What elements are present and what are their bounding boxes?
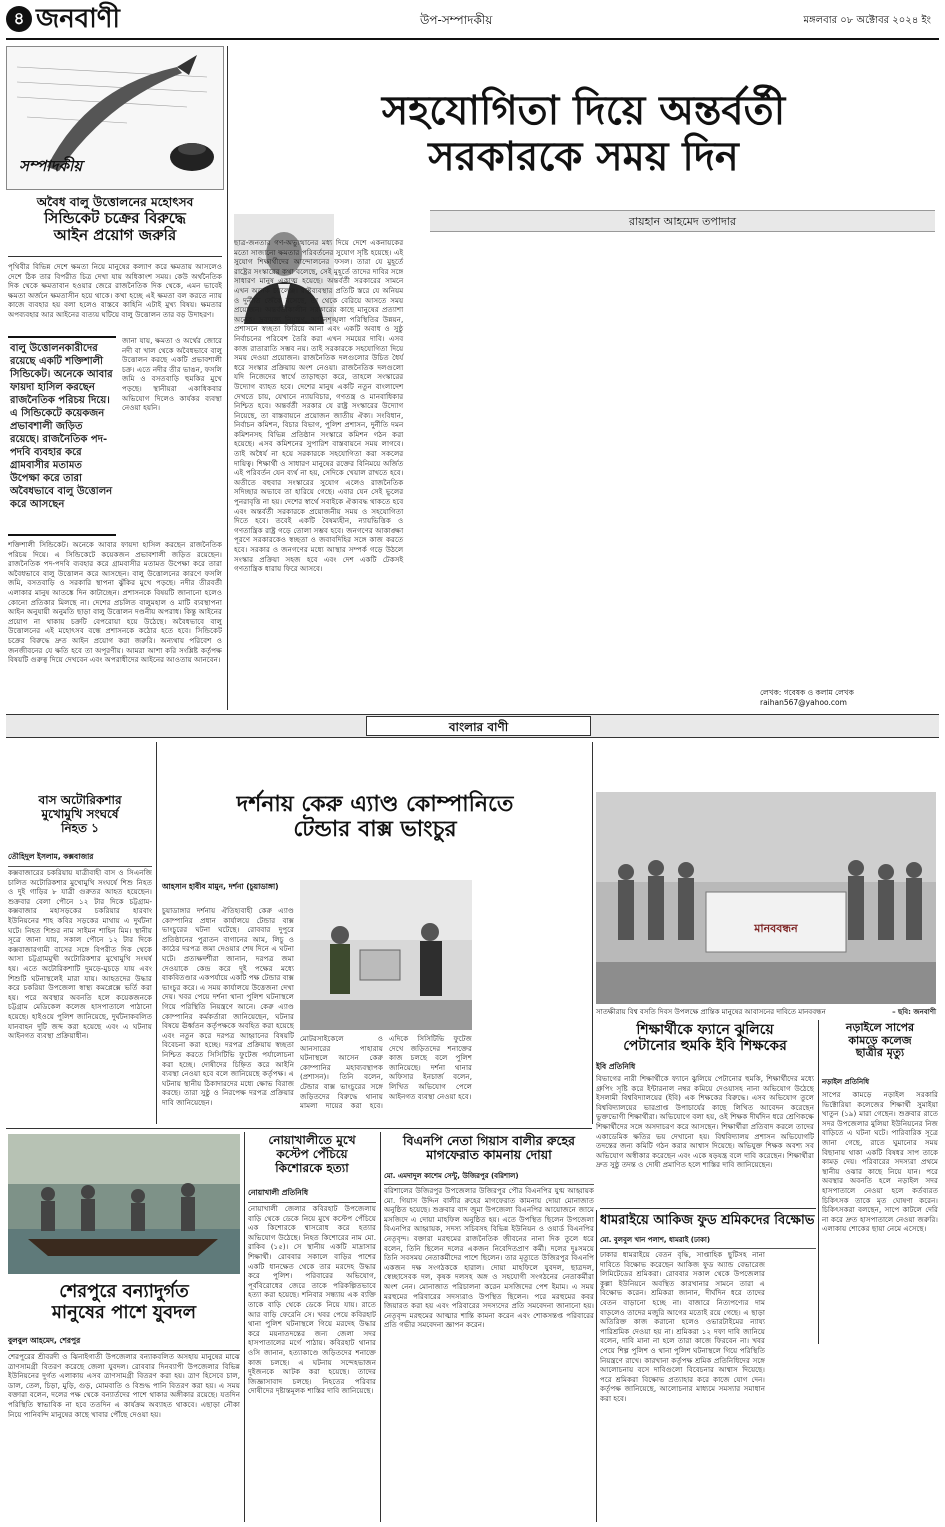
bnp-headline-line1: বিএনপি নেতা গিয়াস বালীর রুহের xyxy=(403,1133,575,1148)
editorial-illustration xyxy=(6,46,224,190)
logo-part-1: জন xyxy=(36,4,75,34)
noakhali-byline: নোয়াখালী প্রতিনিধি xyxy=(248,1188,376,1203)
lead-headline-line2: সরকারকে সময় দিন xyxy=(428,133,739,180)
author-name: রায়হান আহমেদ তপাদার xyxy=(628,215,737,228)
dhamrai-top-rule xyxy=(600,1208,816,1209)
editorial-body-intro: পৃথিবীর বিভিন্ন দেশে ক্ষমতা নিয়ে মানুষের কল্যাণ করে ক্ষমতায় আসলেও দেশে ঠিক তার বিপরীত চিত্র দেখা যায় অধিকাংশ সময়। কেউ অর্থনৈতিক দিক থেকে ক্ষমতাবান হওয়ার জেরে রাজনৈতিক দিক থেকে, এমন ভাবেই ক্ষমতা অর্জনে ক্ষমতাসীন হয়ে থাকে। কখা হচ্ছে এই ক্ষমতা বল করতে ন্যায় কাজে ব্যবহার হয় বলা হলেও বাস্তবে কাহিনি এটাই মুখ্য বিষয়। ক্ষমতার অপব্যবহার আর আইনের ব্যত্যয় ঘটিয়ে বালু উত্তোলন তার বড় উদাহরণ। xyxy=(8,262,222,319)
snake-headline xyxy=(822,1022,938,1060)
editorial-column-rule xyxy=(227,46,228,710)
rally-photo xyxy=(596,792,936,1004)
section-band-label: বাংলার বাণী xyxy=(366,716,591,736)
sherpur-headline-line1: শেরপুরে বন্যাদুর্গত xyxy=(59,1281,189,1302)
editorial-pull-quote xyxy=(8,336,116,536)
lead-headline xyxy=(232,88,935,180)
bus-headline-line1: বাস অটোরিকশার xyxy=(38,793,122,807)
bnp-column-rule xyxy=(596,1210,597,1522)
tender-headline-line1: দর্শনায় কেরু এ্যাণ্ড কোম্পানিতে xyxy=(236,791,514,817)
relief-boat-icon xyxy=(8,1134,240,1274)
tender-body-lower: মোটরসাইকেলে ও আনসারের পাহারায় ঘটনাস্থলে আসেন কেরু কোম্পানির মহাব্যবস্থাপক (প্রশাসন)। তিনি বলেন, টেন্ডার বাক্স ভাংচুরের সঙ্গে জড়িতদের বিরুদ্ধে থানায় মামলা দায়ের করা হবে। এদিকে সিসিটিভি ফুটেজ দেখে জড়িতদের শনাক্তের কাজ চলছে বলে পুলিশ জানিয়েছে। দর্শনা থানার অফিসার ইনচার্জ বলেন, লিখিত অভিযোগ পেলে আইনগত ব্যবস্থা নেওয়া হবে। xyxy=(300,1034,472,1111)
author-bar xyxy=(430,210,935,232)
editorial-title-line2: সিন্ডিকেট চক্রের বিরুদ্ধে xyxy=(44,208,186,227)
bnp-headline-line2: মাগফেরাত কামনায় দোয়া xyxy=(426,1147,552,1163)
editorial-title xyxy=(8,196,222,244)
author-email[interactable]: raihan567@yahoo.com xyxy=(760,698,847,707)
masthead xyxy=(0,0,945,40)
masthead-rule xyxy=(6,38,939,40)
noakhali-body: নোয়াখালী জেলার কবিরহাট উপজেলায় বাড়ি থেকে ডেকে নিয়ে মুখে কস্টেপ পেঁচিয়ে এক কিশোরকে শ্বাসরোধ করে হত্যার অভিযোগ উঠেছে। নিহত কিশোরের নাম মো. রাকিব (১৫)। সে স্থানীয় একটি মাদ্রাসার শিক্ষার্থী। রোববার সকালে বাড়ির পাশের একটি ধানক্ষেত থেকে তার মরদেহ উদ্ধার করে পুলিশ। পরিবারের অভিযোগ, পূর্ববিরোধের জেরে তাকে পরিকল্পিতভাবে হত্যা করা হয়েছে। শনিবার সন্ধ্যায় এক ব্যক্তি তাকে বাড়ি থেকে ডেকে নিয়ে যায়। রাতে আর বাড়ি ফেরেনি সে। খবর পেয়ে কবিরহাট থানা পুলিশ ঘটনাস্থলে গিয়ে মরদেহ উদ্ধার করে ময়নাতদন্তের জন্য জেলা সদর হাসপাতালের মর্গে পাঠায়। কবিরহাট থানার ওসি জানান, হত্যাকাণ্ডে জড়িতদের শনাক্তে কাজ চলছে। এ ঘটনায় সন্দেহভাজন দুইজনকে আটক করা হয়েছে। তাদের জিজ্ঞাসাবাদ চলছে। নিহতের পরিবার দোষীদের দৃষ্টান্তমূলক শাস্তির দাবি জানিয়েছে। xyxy=(248,1204,376,1396)
noakhali-column-rule xyxy=(380,1132,381,1522)
teacher-byline: ইবি প্রতিনিধি xyxy=(596,1062,636,1071)
sherpur-headline-line2: মানুষের পাশে যুবদল xyxy=(51,1301,197,1323)
bus-headline-line2: মুখোমুখি সংঘর্ষে xyxy=(41,806,119,821)
noakhali-headline-line2: কস্টেপ পেঁচিয়ে xyxy=(276,1146,348,1161)
sherpur-byline: বুলবুল আহমেদ, শেরপুর xyxy=(8,1336,240,1351)
editorial-label: সম্পাদকীয় xyxy=(19,157,83,175)
snake-headline-line1: নড়াইলে সাপের xyxy=(845,1021,915,1034)
rally-crowd-icon xyxy=(596,792,936,1004)
noakhali-headline-line3: কিশোরকে হত্যা xyxy=(275,1160,349,1175)
editorial-body-main: শক্তিশালী সিন্ডিকেট। অনেকে আবার ফায়দা হাসিল করছেন রাজনৈতিক পরিচয় দিয়ে। এ সিন্ডিকেটে কয়েকজন প্রভাবশালী জড়িত রয়েছেন। রাজনৈতিক পদ-পদবি ব্যবহার করে গ্রামবাসীর মতামত উপেক্ষা করে তারা অবৈধভাবে বালু উত্তোলন করে আসছেন। বালু উত্তোলনের কারণে ফসলি জমি, বসতবাড়ি ও সরকারি স্থাপনা ঝুঁকির মুখে পড়ছে। নদীর তীরবর্তী এলাকার মানুষ আতঙ্কে দিন কাটাচ্ছেন। প্রশাসনকে বিষয়টি জানানো হলেও কোনো প্রতিকার মিলছে না। দেশের প্রচলিত বালুমহাল ও মাটি ব্যবস্থাপনা আইন অনুযায়ী অনুমতি ছাড়া বালু উত্তোলন দণ্ডনীয় অপরাধ। কিন্তু আইনের প্রয়োগ না থাকায় চক্রটি বেপরোয়া হয়ে উঠেছে। অবৈধভাবে বালু উত্তোলনের এই মহোৎসব বন্ধে প্রশাসনকে কঠোর হতে হবে। সিন্ডিকেট চক্রের বিরুদ্ধে দ্রুত আইন প্রয়োগ করা জরুরি। অন্যথায় পরিবেশ ও জনজীবনের যে ক্ষতি হবে তা অপূরণীয়। আমরা আশা করি সংশ্লিষ্ট কর্তৃপক্ষ বিষয়টি গুরুত্ব দিয়ে দেখবেন এবং অপরাধীদের আইনের আওতায় আনবেন। xyxy=(8,540,222,665)
pull-quote-text: বালু উত্তোলনকারীদের রয়েছে একটি শক্তিশালী সিন্ডিকেট। অনেকে আবার ফায়দা হাসিল করছেন রাজনৈতিক পরিচয় দিয়ে। এ সিন্ডিকেটে কয়েকজন প্রভাবশালী জড়িত রয়েছে। রাজনৈতিক পদ-পদবি ব্যবহার করে গ্রামবাসীর মতামত উপেক্ষা করে তারা অবৈধভাবে বালু উত্তোলন করে আসছেন xyxy=(10,343,113,510)
sherpur-headline xyxy=(8,1282,240,1323)
page-number-badge: ৪ xyxy=(6,6,32,32)
noakhali-headline xyxy=(248,1134,376,1175)
author-footer: লেখক: গবেষক ও কলাম লেখক xyxy=(760,688,854,697)
rally-caption-text: সাতক্ষীরায় বিশ্ব বসতি দিবস উপলক্ষে প্রান্তিক মানুষের আবাসনের দাবিতে মানববন্ধন xyxy=(596,1008,826,1016)
bus-body: কক্সবাজারের চকরিয়ায় যাত্রীবাহী বাস ও সিএনজি চালিত অটোরিকশার মুখোমুখি সংঘর্ষে শিশু নিহত ও দুই গাড়ির ৮ যাত্রী গুরুতর আহত হয়েছেন। শুক্রবার বেলা পৌনে ১২ টার দিকে চট্টগ্রাম-কক্সবাজার মহাসড়কের চকরিয়ার হারবাং ইউনিয়নের শাহ কবির সড়কের মাথায় এ দুর্ঘটনা ঘটে। নিহত শিশুর নাম সাইমন শাহিন মিম। স্থানীয় সূত্রে জানা যায়, সকাল পৌনে ১২ টার দিকে কক্সবাজারগামী বাসের সঙ্গে বিপরীত দিক থেকে আসা চট্টগ্রামমুখী অটোরিকশার মুখোমুখি সংঘর্ষ হয়। এতে অটোরিকশাটি দুমড়ে-মুচড়ে যায় এবং শিশুটি ঘটনাস্থলেই মারা যায়। আহতদের উদ্ধার করে চকরিয়া উপজেলা স্বাস্থ্য কমপ্লেক্সে ভর্তি করা হয়। পরে অবস্থার অবনতি হলে কয়েকজনকে চট্টগ্রাম মেডিকেল কলেজ হাসপাতালে পাঠানো হয়েছে। হাইওয়ে পুলিশ জানিয়েছে, দুর্ঘটনাকবলিত যানবাহন দুটি জব্দ করা হয়েছে এবং এ ঘটনায় আইনগত ব্যবস্থা প্রক্রিয়াধীন। xyxy=(8,868,152,1041)
editorial-title-line1: অবৈধ বালু উত্তোলনের মহোৎসব xyxy=(36,195,194,209)
noakhali-headline-line1: নোয়াখালীতে মুখে xyxy=(268,1133,356,1147)
lower-section-rule xyxy=(6,1128,592,1129)
sherpur-photo xyxy=(8,1134,240,1274)
rally-caption xyxy=(596,1006,936,1018)
tender-box-scene-icon xyxy=(300,880,472,1030)
dhamrai-headline: ধামরাইয়ে আকিজ ফুড শ্রমিকদের বিক্ষোভ xyxy=(600,1213,815,1228)
snake-headline-line3: ছাত্রীর মৃত্যু xyxy=(855,1046,905,1060)
tender-column-rule xyxy=(592,742,593,1124)
bus-column-rule xyxy=(156,742,157,1124)
tender-photo xyxy=(300,880,472,1030)
dhamrai-byline: মো. বুলবুল খান পলাশ, ধামরাই (ঢাকা) xyxy=(600,1234,816,1249)
bnp-body: বরিশালের উজিরপুর উপজেলার উজিরপুর পৌর বিএনপির যুগ্ম আহ্বায়ক মো. গিয়াস উদ্দিন বালীর রুহের মাগফেরাত কামনায় দোয়া মোনাজাত অনুষ্ঠিত হয়েছে। শুক্রবার বাদ জুমা উপজেলা বিএনপির আয়োজনে জামে মসজিদে এ দোয়া মাহফিল অনুষ্ঠিত হয়। এতে উপস্থিত ছিলেন উপজেলা বিএনপির আহ্বায়ক, সদস্য সচিবসহ বিভিন্ন ইউনিয়ন ও ওয়ার্ড বিএনপির নেতৃবৃন্দ। বক্তারা মরহুমের রাজনৈতিক জীবনের নানা দিক তুলে ধরে বলেন, তিনি ছিলেন দলের একজন নিবেদিতপ্রাণ কর্মী। দলের দুঃসময়ে তিনি সবসময় নেতাকর্মীদের পাশে ছিলেন। তার মৃত্যুতে উজিরপুর বিএনপি একজন দক্ষ সংগঠককে হারাল। দোয়া মাহফিলে যুবদল, ছাত্রদল, স্বেচ্ছাসেবক দল, কৃষক দলসহ অঙ্গ ও সহযোগী সংগঠনের নেতাকর্মীরা অংশ নেন। মোনাজাত পরিচালনা করেন মসজিদের পেশ ইমাম। এ সময় মরহুমের পরিবারের সদস্যরাও উপস্থিত ছিলেন। পরে মরহুমের কবর জিয়ারত করা হয় এবং পরিবারের সদস্যদের প্রতি সমবেদনা জানানো হয়। নেতৃবৃন্দ মরহুমের আত্মার শান্তি কামনা করেন এবং শোকসন্তপ্ত পরিবারের প্রতি গভীর সমবেদনা জ্ঞাপন করেন। xyxy=(384,1186,594,1330)
editorial-body-side: জানা যায়, ক্ষমতা ও অর্থের জোরে নদী বা খাল থেকে অবৈধভাবে বালু উত্তোলন করছে একটি প্রভাবশালী চক্র। এতে নদীর তীর ভাঙন, ফসলি জমি ও বসতবাড়ি হুমকির মুখে পড়ছে। স্থানীয়রা একাধিকবার অভিযোগ দিলেও কার্যকর ব্যবস্থা নেওয়া হয়নি। xyxy=(122,336,222,413)
lead-article-footer xyxy=(760,688,936,708)
logo-part-2: বাণী xyxy=(74,4,120,34)
tender-headline xyxy=(162,792,588,843)
teacher-headline-line2: পেটানোর হুমকি ইবি শিক্ষকের xyxy=(623,1038,787,1055)
snake-headline-line2: কামড়ে কলেজ xyxy=(848,1033,912,1047)
teacher-headline xyxy=(596,1022,814,1054)
tender-byline: আহসান হাবীব মামুন, দর্শনা (চুয়াডাঙ্গা) xyxy=(162,882,279,891)
bnp-headline xyxy=(384,1134,594,1163)
rally-caption-credit: – ছবি: জনবাণী xyxy=(892,1008,936,1016)
teacher-headline-line1: শিক্ষার্থীকে ফ্যানে ঝুলিয়ে xyxy=(636,1022,774,1038)
teacher-body: বিভাগের নারী শিক্ষার্থীকে ফ্যানে ঝুলিয়ে পেটানোর হুমকি, শিক্ষার্থীদের মধ্যে গ্রুপিং সৃষ্টি করে ইন্টারনাল নম্বর কমিয়ে দেওয়াসহ নানা অভিযোগ উঠেছে ইসলামী বিশ্ববিদ্যালয়ের (ইবি) এক শিক্ষকের বিরুদ্ধে। এসব অভিযোগ তুলে বিশ্ববিদ্যালয়ের ভারপ্রাপ্ত উপাচার্যের কাছে লিখিত আবেদন করেছেন ভুক্তভোগী শিক্ষার্থীরা। অভিযোগে বলা হয়, ওই শিক্ষক দীর্ঘদিন ধরে শ্রেণিকক্ষে শিক্ষার্থীদের সঙ্গে অসদাচরণ করে আসছেন। শিক্ষার্থীরা প্রতিবাদ করলে তাদের একাডেমিক ক্ষতির ভয় দেখানো হয়। বিশ্ববিদ্যালয় প্রশাসন অভিযোগটি তদন্তের জন্য কমিটি গঠন করার আশ্বাস দিয়েছে। অভিযুক্ত শিক্ষক অবশ্য সব অভিযোগ অস্বীকার করেছেন এবং একে ষড়যন্ত্র বলে দাবি করেছেন। শিক্ষার্থীরা দ্রুত সুষ্ঠু তদন্ত ও দোষী প্রমাণিত হলে শাস্তির দাবি জানিয়েছেন। xyxy=(596,1074,814,1170)
bus-headline-line3: নিহত ১ xyxy=(61,820,99,835)
bus-byline: তৌহিদুল ইসলাম, কক্সবাজার xyxy=(8,852,152,867)
snake-body: সাপের কামড়ে নড়াইল সরকারি ভিক্টোরিয়া কলেজের শিক্ষার্থী সুমাইয়া খাতুন (১৯) মারা গেছেন। শুক্রবার রাতে সদর উপজেলার মুলিয়া ইউনিয়নের নিজ বাড়িতে এ ঘটনা ঘটে। পারিবারিক সূত্রে জানা গেছে, রাতে ঘুমানোর সময় বিছানায় থাকা একটি বিষধর সাপ তাকে কামড় দেয়। পরিবারের সদস্যরা প্রথমে স্থানীয় ওঝার কাছে নিয়ে যান। পরে অবস্থার অবনতি হলে নড়াইল সদর হাসপাতালে নেওয়া হলে কর্তব্যরত চিকিৎসক তাকে মৃত ঘোষণা করেন। চিকিৎসকরা বলছেন, সাপে কাটলে দেরি না করে দ্রুত হাসপাতালে নেওয়া জরুরি। এলাকায় শোকের ছায়া নেমে এসেছে। xyxy=(822,1090,938,1234)
lead-headline-line1: সহযোগিতা দিয়ে অন্তর্বর্তী xyxy=(381,87,786,134)
bnp-byline: মো. এমদাদুল কাশেম সেন্টু, উজিরপুর (বরিশাল) xyxy=(384,1170,594,1185)
dhamrai-body: ঢাকার ধামরাইয়ে বেতন বৃদ্ধি, সাপ্তাহিক ছুটিসহ নানা দাবিতে বিক্ষোভ করেছেন আকিজ ফুড অ্যান্ড বেভারেজ লিমিটেডের শ্রমিকরা। রোববার সকাল থেকে উপজেলার কুল্লা ইউনিয়নে অবস্থিত কারখানার সামনে তারা এ বিক্ষোভ করেন। শ্রমিকরা জানান, দীর্ঘদিন ধরে তাদের বেতন বাড়ানো হচ্ছে না। বাজারে নিত্যপণ্যের দাম বাড়লেও তাদের মজুরি আগের মতোই রয়ে গেছে। এ ছাড়া অতিরিক্ত কাজ করানো হলেও ওভারটাইমের ন্যায্য পারিশ্রমিক দেওয়া হয় না। শ্রমিকরা ১২ দফা দাবি জানিয়ে বলেন, দাবি মানা না হলে তারা কাজে ফিরবেন না। খবর পেয়ে শিল্প পুলিশ ও থানা পুলিশ ঘটনাস্থলে গিয়ে পরিস্থিতি নিয়ন্ত্রণে রাখে। কারখানা কর্তৃপক্ষ শ্রমিক প্রতিনিধিদের সঙ্গে আলোচনায় বসে দাবিগুলো বিবেচনার আশ্বাস দিয়েছে। পরে শ্রমিকরা বিক্ষোভ প্রত্যাহার করে কাজে যোগ দেন। কর্তৃপক্ষ জানিয়েছে, আলোচনার মাধ্যমে সমস্যার সমাধান করা হবে। xyxy=(600,1250,765,1403)
sherpur-body: শেরপুরের শ্রীবরদী ও ঝিনাইগাতী উপজেলার বন্যাকবলিত অসহায় মানুষের মাঝে ত্রাণসামগ্রী বিতরণ করেছে জেলা যুবদল। রোববার দিনব্যাপী উপজেলার বিভিন্ন ইউনিয়নের দুর্গত এলাকায় এসব ত্রাণসামগ্রী বিতরণ করা হয়। ত্রাণ হিসেবে চাল, ডাল, তেল, চিড়া, মুড়ি, গুড়, মোমবাতি ও বিশুদ্ধ পানি বিতরণ করা হয়। এ সময় বক্তারা বলেন, দলের পক্ষ থেকে বন্যার্তদের পাশে থাকার অঙ্গীকার রয়েছে। যতদিন পরিস্থিতি স্বাভাবিক না হবে ততদিন এ কার্যক্রম অব্যাহত থাকবে। এছাড়া নৌকা নিয়ে পানিবন্দি মানুষের কাছে খাবার পৌঁছে দেওয়া হয়। xyxy=(8,1352,240,1419)
logo xyxy=(36,4,120,34)
editorial-title-rule xyxy=(8,256,222,257)
rally-banner-text: মানববন্ধন xyxy=(754,922,798,935)
snake-byline: নড়াইল প্রতিনিধি xyxy=(822,1078,870,1086)
editorial-title-line3: আইন প্রয়োগ জরুরি xyxy=(53,226,177,245)
tender-body: চুয়াডাঙ্গার দর্শনায় ঐতিহ্যবাহী কেরু এ্যাণ্ড কোম্পানির প্রধান কার্যালয়ে টেন্ডার বাক্স ভাংচুরের ঘটনা ঘটেছে। রোববার দুপুরে প্রতিষ্ঠানের পুরাতন বাগানের আম, লিচু ও কাঠের দরপত্র জমা দেওয়ার শেষ দিনে এ ঘটনা ঘটে। প্রত্যক্ষদর্শীরা জানান, দরপত্র জমা দেওয়াকে কেন্দ্র করে দুই পক্ষের মধ্যে বাকবিতণ্ডার একপর্যায়ে একটি পক্ষ টেন্ডার বাক্স ভাংচুর করে। এ সময় কার্যালয়ে উত্তেজনা দেখা দেয়। খবর পেয়ে দর্শনা থানা পুলিশ ঘটনাস্থলে গিয়ে পরিস্থিতি নিয়ন্ত্রণে আনে। কেরু এ্যাণ্ড কোম্পানির কর্মকর্তারা জানিয়েছেন, ঘটনার বিষয়ে ঊর্ধ্বতন কর্তৃপক্ষকে অবহিত করা হয়েছে এবং নতুন করে দরপত্র আহ্বানের বিষয়টি বিবেচনা করা হচ্ছে। দরপত্র প্রক্রিয়ায় স্বচ্ছতা নিশ্চিত করতে সিসিটিভি ফুটেজ পর্যালোচনা করা হচ্ছে। দোষীদের চিহ্নিত করে আইনি ব্যবস্থা নেওয়া হবে বলে জানিয়েছে কর্তৃপক্ষ। এ ঘটনায় স্থানীয় ঠিকাদারদের মধ্যে ক্ষোভ বিরাজ করছে। তারা সুষ্ঠু ও নিরপেক্ষ দরপত্র প্রক্রিয়ার দাবি জানিয়েছেন। xyxy=(162,906,294,1107)
issue-date: মঙ্গলবার ০৮ অক্টোবর ২০২৪ ইং xyxy=(803,15,931,26)
tender-headline-line2: টেন্ডার বাক্স ভাংচুর xyxy=(293,816,457,843)
lead-article-body: ছাত্র-জনতার গণ-অভ্যুত্থানের মধ্য দিয়ে দেশে একনায়কের মতো সাজানো ক্ষমতার পরিবর্তনের সুযোগ সৃষ্টি হয়েছে। এই সুযোগ শিক্ষার্থীদের আন্দোলনের ফসল। তারা যে মুহূর্তে রাষ্ট্রের সংস্কারের কথা বলেছে, সেই মুহূর্তে তাদের দাবির সঙ্গে সাধারণ মানুষ একাত্ম হয়েছে। অন্তর্বর্তী সরকারের সামনে এখন অনেক চ্যালেঞ্জ। রাষ্ট্রব্যবস্থার প্রতিটি স্তরে যে অনিয়ম ও দুর্নীতি জেঁকে বসেছে, তা থেকে বেরিয়ে আসতে সময় প্রয়োজন। অন্তর্বর্তীকালীন সরকারের কাছে মানুষের প্রত্যাশা অনেক। দ্রব্যমূল্য নিয়ন্ত্রণ, আইনশৃঙ্খলা পরিস্থিতির উন্নয়ন, প্রশাসনে স্বচ্ছতা ফিরিয়ে আনা এবং একটি অবাধ ও সুষ্ঠু নির্বাচনের পরিবেশ তৈরি করা এখন সময়ের দাবি। এসব কাজ রাতারাতি সম্ভব নয়। তাই সরকারকে সহযোগিতা দিয়ে সময় দেওয়া প্রয়োজন। রাজনৈতিক দলগুলোর উচিত ধৈর্য ধরে সংস্কার প্রক্রিয়ায় অংশ নেওয়া। রাজনৈতিক দলগুলো যদি নিজেদের স্বার্থে তাড়াহুড়া করে, তাহলে সংস্কারের উদ্যোগ ব্যাহত হবে। দেশের মানুষ একটি নতুন বাংলাদেশ দেখতে চায়, যেখানে ন্যায়বিচার, গণতন্ত্র ও মানবাধিকার নিশ্চিত হবে। অন্তর্বর্তী সরকার যে রাষ্ট্র সংস্কারের উদ্যোগ নিয়েছে, তা বাস্তবায়নে প্রয়োজন জাতীয় ঐক্য। সংবিধান, নির্বাচন কমিশন, বিচার বিভাগ, পুলিশ প্রশাসন, দুর্নীতি দমন কমিশনসহ বিভিন্ন প্রতিষ্ঠান সংস্কারে কমিশন গঠন করা হয়েছে। এসব কমিশনের সুপারিশ বাস্তবায়নে সময় লাগবে। তাই অধৈর্য না হয়ে সরকারকে সহযোগিতা করা সকলের দায়িত্ব। শিক্ষার্থী ও সাধারণ মানুষের রক্তের বিনিময়ে অর্জিত এই পরিবর্তন যেন ব্যর্থ না হয়, সেদিকে খেয়াল রাখতে হবে। অতীতে বহুবার সংস্কারের সুযোগ এলেও রাজনৈতিক সদিচ্ছার অভাবে তা হারিয়ে গেছে। এবার যেন সেই ভুলের পুনরাবৃত্তি না হয়। দেশের স্বার্থে সবাইকে ঐক্যবদ্ধ থাকতে হবে এবং অন্তর্বর্তী সরকারকে প্রয়োজনীয় সময় ও সহযোগিতা দিতে হবে। তবেই একটি বৈষম্যহীন, ন্যায়ভিত্তিক ও গণতান্ত্রিক রাষ্ট্র গড়ে তোলা সম্ভব হবে। জনগণের আকাঙ্ক্ষা পূরণে সরকারকেও স্বচ্ছতা ও জবাবদিহির সঙ্গে কাজ করতে হবে। সরকার ও জনগণের মধ্যে আস্থার সম্পর্ক গড়ে উঠলে সংস্কার প্রক্রিয়া সহজ হবে এবং দেশ একটি টেকসই গণতান্ত্রিক ধারায় ফিরে আসবে। xyxy=(234,238,404,574)
section-label: উপ-সম্পাদকীয় xyxy=(420,13,493,27)
section-band xyxy=(6,714,939,738)
sherpur-column-rule xyxy=(244,1132,245,1522)
bus-headline xyxy=(8,794,152,835)
